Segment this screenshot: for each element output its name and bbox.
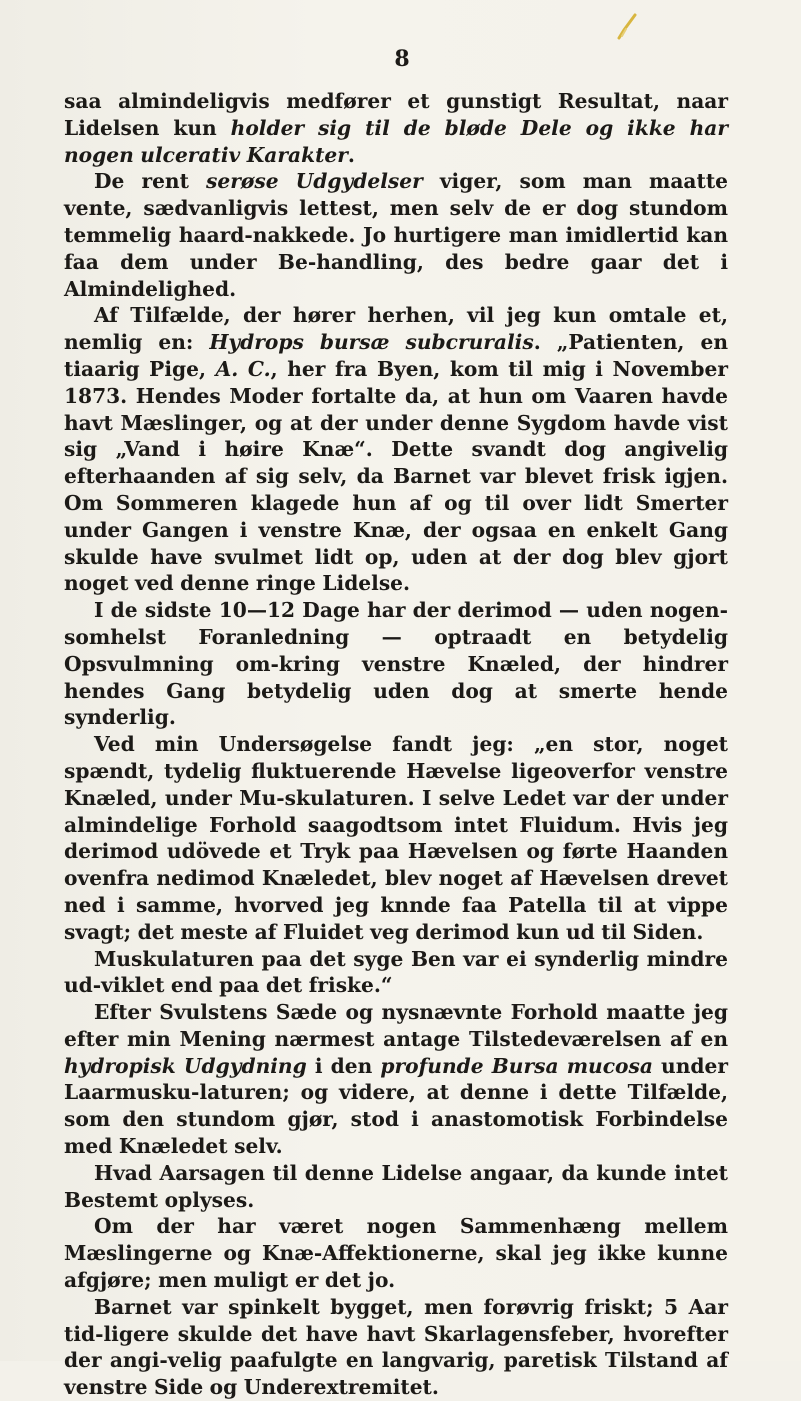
text-run: Om der har været nogen Sammenhæng mellem Mæslingerne og Knæ-Affektionerne, skal jeg ikke kunne afgjøre; men muligt er det jo. xyxy=(64,1214,728,1293)
italic-phrase: hydropisk Udgydning xyxy=(64,1053,307,1078)
italic-phrase: holder sig til de bløde Dele og ikke har nogen ulcerativ Karakter xyxy=(64,115,729,167)
paragraph xyxy=(64,731,728,945)
text-run: . xyxy=(347,142,355,167)
text-run: Efter Svulstens Sæde og nysnævnte Forhold maatte jeg efter min Mening nærmest antage Tilstedeværelsen af en xyxy=(64,1000,728,1051)
text-run: Muskulaturen paa det syge Ben var ei synderlig mindre ud-viklet end paa det friske.“ xyxy=(64,946,728,998)
body-text xyxy=(64,88,728,1401)
text-run: saa almindeligvis medfører et gunstigt Resultat, naar Lidelsen kun xyxy=(64,89,728,140)
paragraph xyxy=(64,168,728,302)
text-run: I de sidste 10—12 Dage har der derimod — uden nogen-somhelst Foranledning — optraadt en betydelig Opsvulmning om-kring venstre Knæled, der hindrer hendes Gang betydelig uden dog at smerte hende synderlig. xyxy=(64,598,728,730)
text-run: Af Tilfælde, der hører herhen, vil jeg kun omtale et, nemlig en: xyxy=(64,303,728,355)
italic-phrase: serøse Udgydelser xyxy=(206,169,423,194)
text-run: Hvad Aarsagen til denne Lidelse angaar, da kunde intet Bestemt oplyses. xyxy=(64,1160,728,1212)
paragraph xyxy=(64,302,728,597)
text-run: under Laarmusku-laturen; og videre, at denne i dette Tilfælde, som den stundom gjør, stod i anastomotisk Forbindelse med Knæledet selv. xyxy=(64,1053,729,1159)
paragraph xyxy=(64,88,728,168)
paragraph xyxy=(64,1213,728,1293)
italic-phrase: Hydrops bursæ subcruralis xyxy=(209,330,534,355)
paragraph xyxy=(64,1160,728,1214)
text-run: , her fra Byen, kom til mig i November 1873. Hendes Moder fortalte da, at hun om Vaaren havde havt Mæslinger, og at der under denne Sygdom havde vist sig „Vand i høire Knæ“. Dette svandt dog angivelig efterhaanden af sig selv, da Barnet var blevet frisk igjen. Om Sommeren klagede hun af og til over lidt Smerter under Gangen i venstre Knæ, der ogsaa en enkelt Gang skulde have svulmet lidt op, uden at der dog blev gjort noget ved denne ringe Lidelse. xyxy=(64,356,729,596)
page-number: 8 xyxy=(394,46,410,72)
text-run: . „Patienten, en tiaarig Pige, xyxy=(64,330,728,381)
paragraph xyxy=(64,597,728,731)
pencil-check-mark xyxy=(616,12,638,42)
italic-phrase: A. C. xyxy=(215,356,271,381)
paragraph xyxy=(64,999,728,1160)
text-run: viger, som man maatte vente, sædvanligvis lettest, men selv de er dog stundom temmelig haard-nakkede. Jo hurtigere man imidlertid kan faa dem under Be-handling, des bedre gaar det i Almindelighed. xyxy=(64,169,729,301)
italic-phrase: profunde Bursa mucosa xyxy=(380,1053,653,1078)
paragraph xyxy=(64,1294,728,1401)
text-run: De rent xyxy=(94,169,207,194)
text-run: Barnet var spinkelt bygget, men forøvrig friskt; 5 Aar tid-ligere skulde det have havt Skarlagensfeber, hvorefter der angi-velig paafulgte en langvarig, paretisk Tilstand af venstre Side og Underextremitet. xyxy=(64,1294,728,1400)
text-run: i den xyxy=(306,1053,381,1078)
text-run: Ved min Undersøgelse fandt jeg: „en stor, noget spændt, tydelig fluktuerende Hævelse ligeoverfor venstre Knæled, under Mu-skulaturen. I selve Ledet var der under almindelige Forhold saagodtsom intet Fluidum. Hvis jeg derimod udövede et Tryk paa Hævelsen og førte Haanden ovenfra nedimod Knæledet, blev noget af Hævelsen drevet ned i samme, hvorved jeg knnde faa Patella til at vippe svagt; det meste af Fluidet veg derimod kun ud til Siden. xyxy=(64,732,728,944)
paragraph xyxy=(64,946,728,1000)
